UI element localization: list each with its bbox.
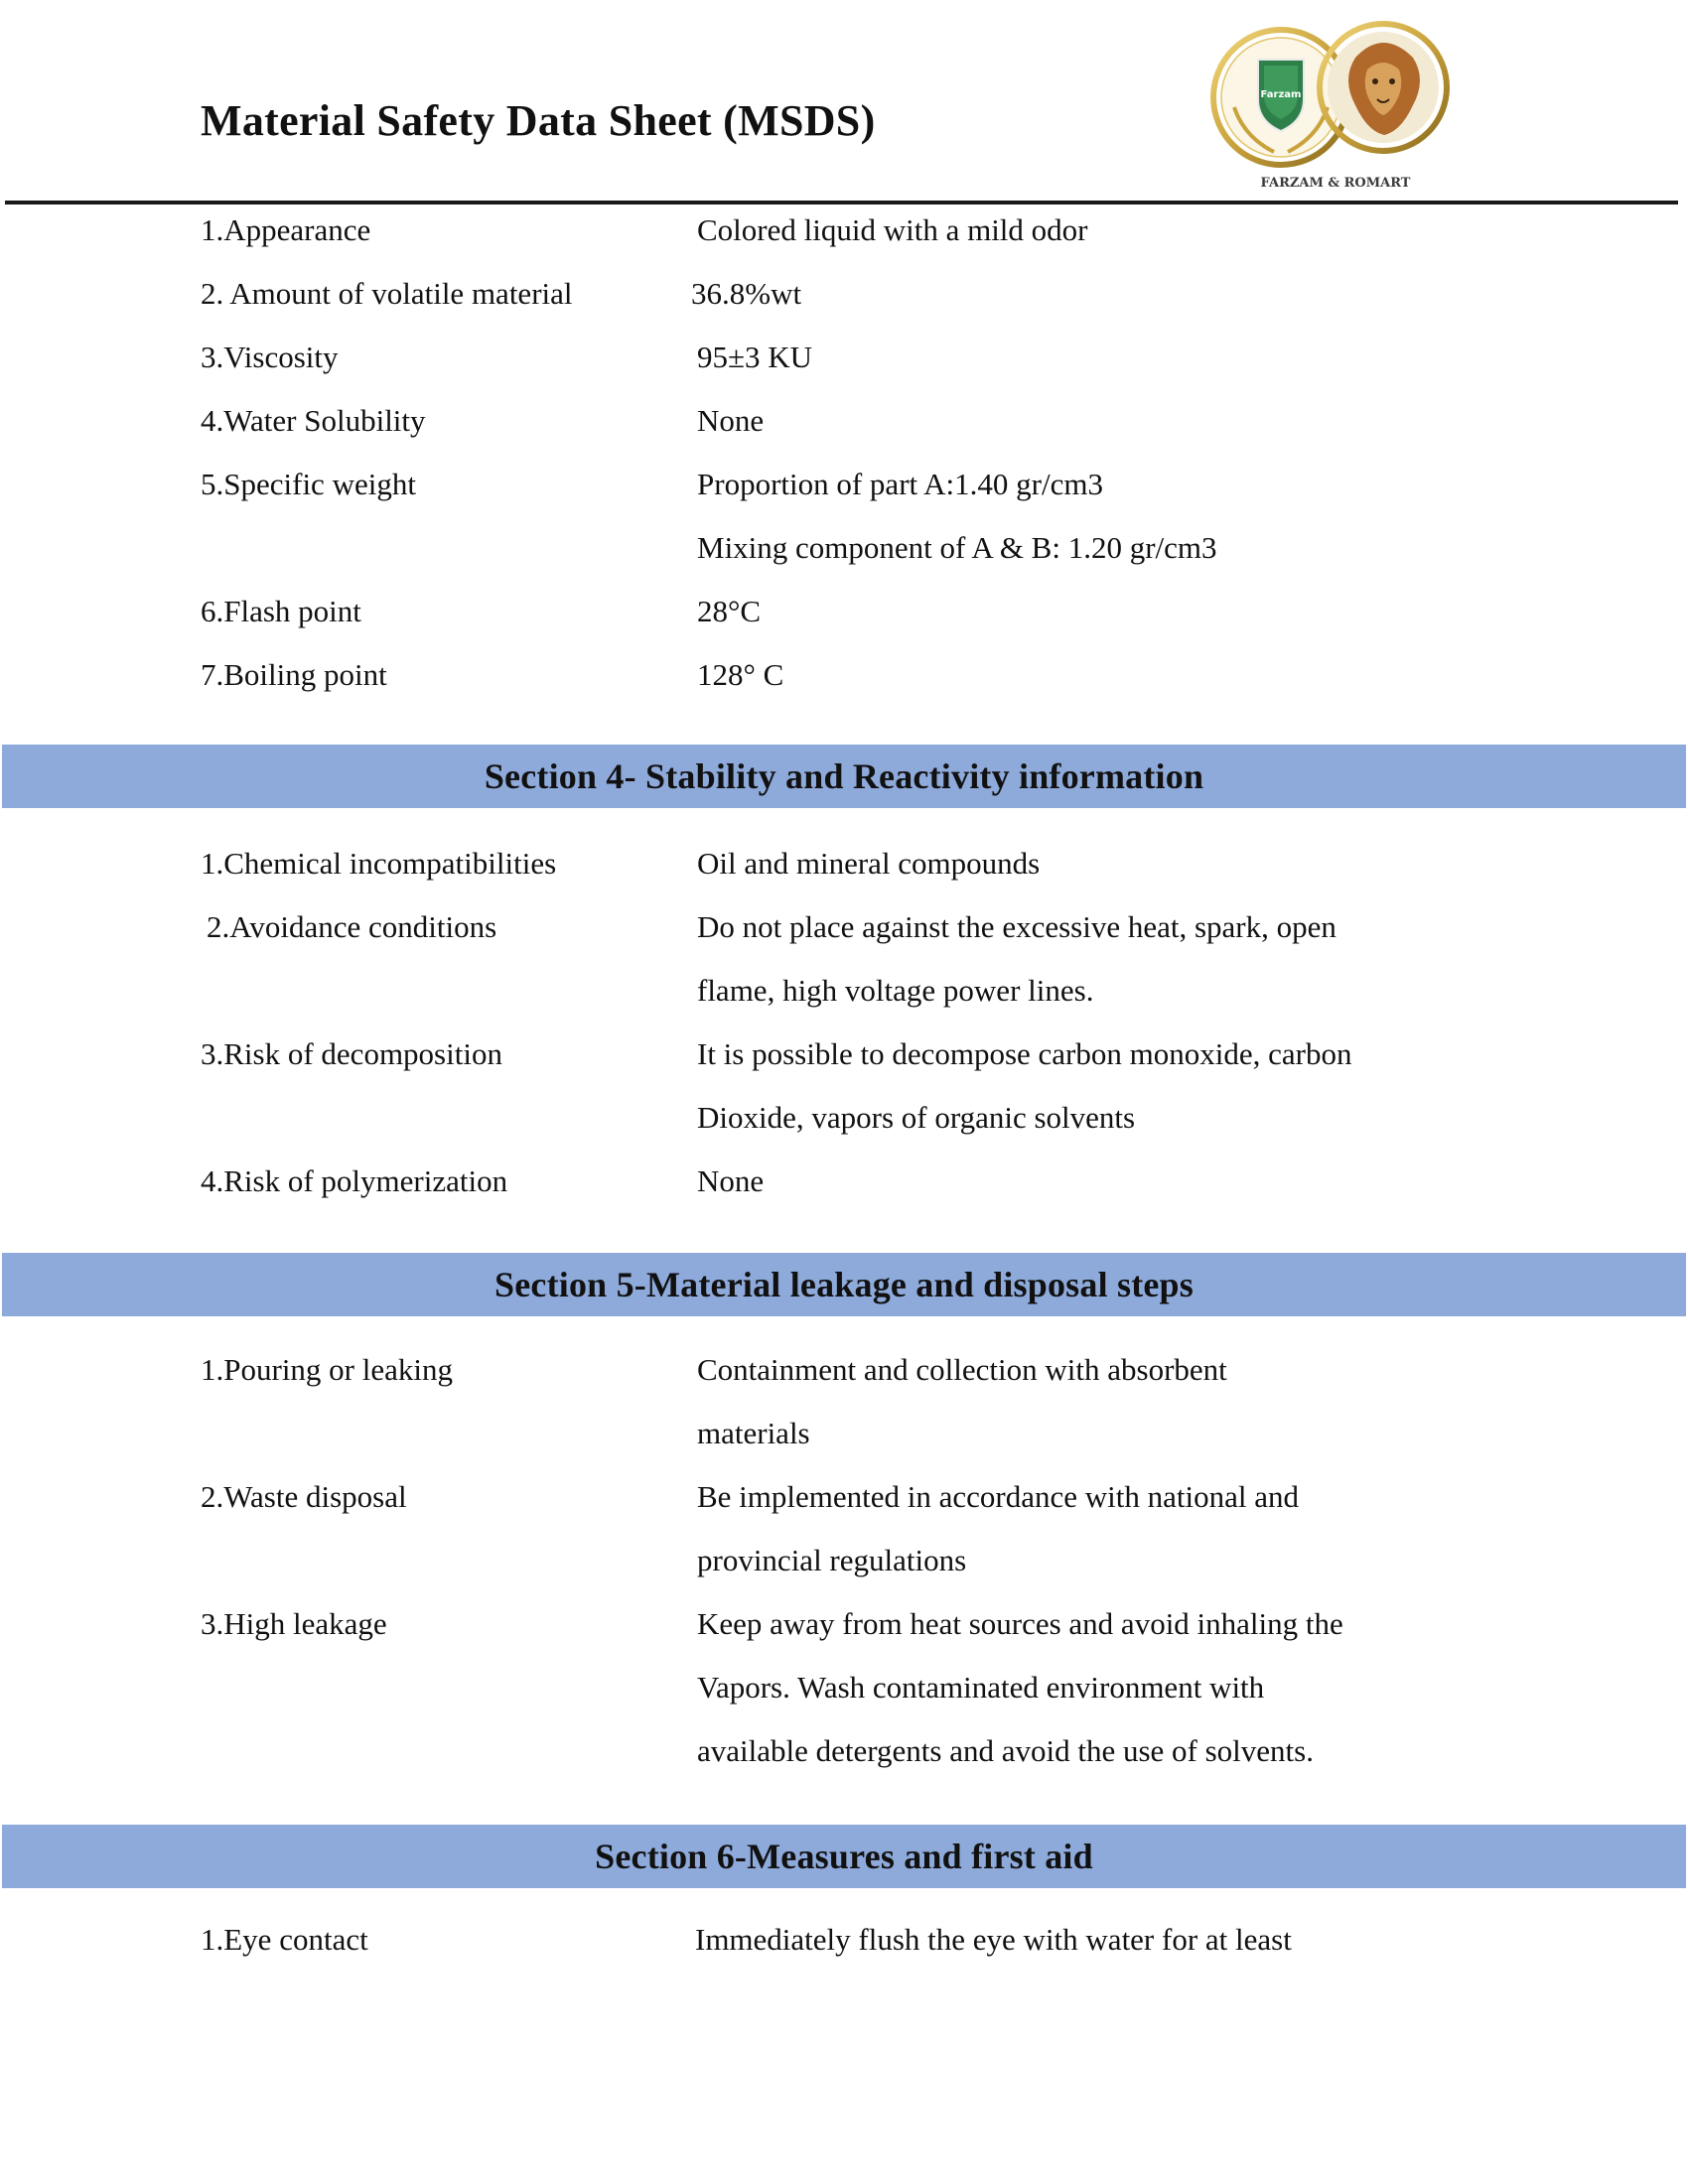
table-row xyxy=(0,895,1688,959)
row-value: available detergents and avoid the use of solvents. xyxy=(697,1733,1314,1768)
row-value: Vapors. Wash contaminated environment with xyxy=(697,1670,1265,1705)
row-label: 2.Waste disposal xyxy=(201,1479,407,1514)
page-title: Material Safety Data Sheet (MSDS) xyxy=(201,96,876,145)
row-value: Keep away from heat sources and avoid inhaling the xyxy=(697,1606,1343,1641)
row-value: Containment and collection with absorbent xyxy=(697,1352,1227,1387)
row-label: 6.Flash point xyxy=(201,594,361,628)
row-value: None xyxy=(697,1163,765,1198)
table-row xyxy=(0,1150,1688,1213)
row-value: Oil and mineral compounds xyxy=(697,846,1041,881)
row-value: Do not place against the excessive heat, spark, open xyxy=(697,909,1336,944)
table-row xyxy=(0,453,1688,516)
logo-caption: FARZAM & ROMART xyxy=(1260,176,1411,191)
table-row xyxy=(0,643,1688,707)
table-row xyxy=(0,1023,1688,1086)
row-label: 1.Appearance xyxy=(201,212,371,247)
row-value: Proportion of part A:1.40 gr/cm3 xyxy=(697,467,1103,501)
row-label: 2. Amount of volatile material xyxy=(201,276,573,311)
section-title: Section 6-Measures and first aid xyxy=(595,1837,1093,1876)
section-title: Section 5-Material leakage and disposal steps xyxy=(493,1265,1194,1304)
company-logo xyxy=(1206,18,1465,197)
row-value: Colored liquid with a mild odor xyxy=(697,212,1088,247)
table-row xyxy=(0,1086,1688,1150)
section-title: Section 4- Stability and Reactivity information xyxy=(484,756,1204,796)
row-value: materials xyxy=(697,1416,810,1450)
table-row xyxy=(0,1908,1688,1972)
row-label: 7.Boiling point xyxy=(201,657,387,692)
row-label: 4.Water Solubility xyxy=(201,403,426,438)
table-row xyxy=(0,959,1688,1023)
row-label: 5.Specific weight xyxy=(201,467,416,501)
table-row xyxy=(0,832,1688,895)
table-row xyxy=(0,262,1688,326)
logo-emblem-icon xyxy=(1206,18,1465,197)
row-label: 1.Eye contact xyxy=(201,1922,368,1957)
table-row xyxy=(0,516,1688,580)
table-row xyxy=(0,326,1688,389)
row-label: 2.Avoidance conditions xyxy=(207,909,497,944)
row-label: 3.Viscosity xyxy=(201,340,339,374)
row-value: Mixing component of A & B: 1.20 gr/cm3 xyxy=(697,530,1217,565)
row-label: 1.Chemical incompatibilities xyxy=(201,846,557,881)
row-label: 4.Risk of polymerization xyxy=(201,1163,508,1198)
table-row xyxy=(0,1656,1688,1719)
section-4-header xyxy=(2,745,1686,808)
row-value: Be implemented in accordance with national and xyxy=(697,1479,1299,1514)
section-5-header xyxy=(2,1253,1686,1316)
row-label: 3.High leakage xyxy=(201,1606,387,1641)
section-6-header xyxy=(2,1825,1686,1888)
table-row xyxy=(0,199,1688,262)
row-value: 28°C xyxy=(697,594,762,628)
table-row xyxy=(0,1592,1688,1656)
table-row xyxy=(0,1465,1688,1529)
logo-badge-text: Farzam xyxy=(1260,89,1302,100)
row-value: Dioxide, vapors of organic solvents xyxy=(697,1100,1136,1135)
table-row xyxy=(0,1338,1688,1402)
table-row xyxy=(0,580,1688,643)
row-value: flame, high voltage power lines. xyxy=(697,973,1094,1008)
table-row xyxy=(0,389,1688,453)
row-value: It is possible to decompose carbon monoxide, carbon xyxy=(697,1036,1352,1071)
table-row xyxy=(0,1529,1688,1592)
table-row xyxy=(0,1402,1688,1465)
row-value: None xyxy=(697,403,765,438)
row-value: provincial regulations xyxy=(697,1543,967,1577)
row-value: 128° C xyxy=(697,657,784,692)
row-label: 1.Pouring or leaking xyxy=(201,1352,453,1387)
row-value: Immediately flush the eye with water for at least xyxy=(695,1922,1292,1957)
row-value: 95±3 KU xyxy=(697,340,813,374)
table-row xyxy=(0,1719,1688,1783)
row-value: 36.8%wt xyxy=(691,276,802,311)
row-label: 3.Risk of decomposition xyxy=(201,1036,502,1071)
